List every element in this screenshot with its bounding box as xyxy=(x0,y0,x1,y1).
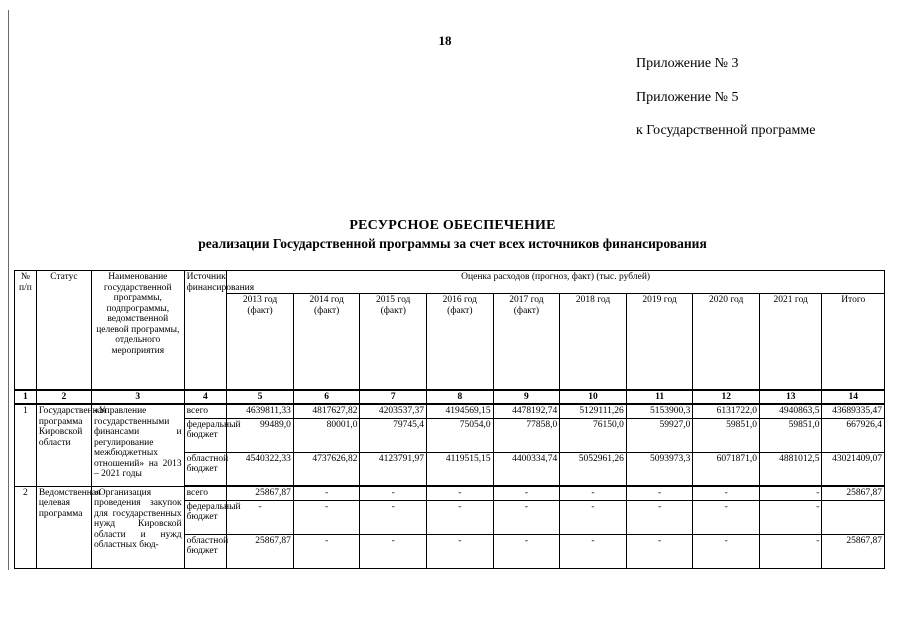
row-source: федеральный бюджет xyxy=(184,418,227,452)
table-cell: - xyxy=(360,534,427,568)
table-cell: 5153900,3 xyxy=(626,404,693,418)
row-status: Государственная программа Кировской области xyxy=(36,404,91,486)
page-number: 18 xyxy=(438,33,452,48)
table-cell: 25867,87 xyxy=(227,534,294,568)
table-cell: 59851,0 xyxy=(693,418,760,452)
row-name: «Управление государственными финансами и регулирование межбюджетных отношений» на 2013 – 2021 годы xyxy=(91,404,184,486)
column-number: 13 xyxy=(760,390,822,405)
table-cell: - xyxy=(360,486,427,500)
column-number: 1 xyxy=(15,390,37,405)
column-number: 5 xyxy=(227,390,294,405)
table-cell: - xyxy=(427,486,494,500)
row-status: Ведомственная целевая программа xyxy=(36,486,91,568)
header-year: 2016 год (факт) xyxy=(427,294,494,390)
table-cell: - xyxy=(293,534,360,568)
table-cell xyxy=(822,500,885,534)
table-cell: - xyxy=(760,534,822,568)
table-cell: 79745,4 xyxy=(360,418,427,452)
table-cell: - xyxy=(560,500,627,534)
table-cell: - xyxy=(360,500,427,534)
table-cell: 5052961,26 xyxy=(560,452,627,486)
table-cell: 6071871,0 xyxy=(693,452,760,486)
header-status: Статус xyxy=(36,271,91,390)
row-num: 2 xyxy=(15,486,37,568)
document-subtitle: реализации Государственной программы за счет всех источников финансирования xyxy=(198,236,707,251)
annex-line-2: Приложение № 5 xyxy=(636,90,739,105)
header-year: 2017 год (факт) xyxy=(493,294,560,390)
column-number: 8 xyxy=(427,390,494,405)
header-year: 2015 год (факт) xyxy=(360,294,427,390)
column-number: 3 xyxy=(91,390,184,405)
table-cell: 667926,4 xyxy=(822,418,885,452)
table-cell: 77858,0 xyxy=(493,418,560,452)
table-cell: 4119515,15 xyxy=(427,452,494,486)
table-cell: 4478192,74 xyxy=(493,404,560,418)
table-cell: 76150,0 xyxy=(560,418,627,452)
table-cell: 43689335,47 xyxy=(822,404,885,418)
column-number: 10 xyxy=(560,390,627,405)
table-cell: - xyxy=(626,486,693,500)
table-row xyxy=(15,486,885,500)
column-number: 2 xyxy=(36,390,91,405)
column-number: 6 xyxy=(293,390,360,405)
table-cell: 25867,87 xyxy=(227,486,294,500)
annex-line-1: Приложение № 3 xyxy=(636,56,739,71)
table-cell: 25867,87 xyxy=(822,534,885,568)
table-cell: - xyxy=(227,500,294,534)
table-cell: - xyxy=(760,486,822,500)
annex-line-3: к Государственной программе xyxy=(636,123,816,138)
document-title: РЕСУРСНОЕ ОБЕСПЕЧЕНИЕ xyxy=(349,218,556,233)
header-estimate: Оценка расходов (прогноз, факт) (тыс. рублей) xyxy=(227,271,885,294)
table-cell: - xyxy=(760,500,822,534)
table-cell: - xyxy=(293,486,360,500)
header-source: Источник финансирования xyxy=(184,271,227,390)
header-year: 2014 год (факт) xyxy=(293,294,360,390)
table-cell: 4194569,15 xyxy=(427,404,494,418)
table-row xyxy=(15,404,885,418)
table-cell: 4540322,33 xyxy=(227,452,294,486)
table-cell: - xyxy=(493,500,560,534)
header-year: 2013 год (факт) xyxy=(227,294,294,390)
table-cell: - xyxy=(693,534,760,568)
column-number: 9 xyxy=(493,390,560,405)
row-source: всего xyxy=(184,404,227,418)
column-number: 14 xyxy=(822,390,885,405)
table-cell: - xyxy=(293,500,360,534)
table-cell: 4737626,82 xyxy=(293,452,360,486)
table-cell: - xyxy=(493,534,560,568)
header-total: Итого xyxy=(822,294,885,390)
table-cell: 5129111,26 xyxy=(560,404,627,418)
table-cell: 4881012,5 xyxy=(760,452,822,486)
table-cell: 25867,87 xyxy=(822,486,885,500)
column-number: 7 xyxy=(360,390,427,405)
table-cell: 4400334,74 xyxy=(493,452,560,486)
table-cell: - xyxy=(427,500,494,534)
row-source: областной бюджет xyxy=(184,534,227,568)
table-cell: 59927,0 xyxy=(626,418,693,452)
column-number: 4 xyxy=(184,390,227,405)
table-cell: - xyxy=(626,534,693,568)
table-cell: 4123791,97 xyxy=(360,452,427,486)
column-number-row xyxy=(15,390,885,405)
table-cell: - xyxy=(693,486,760,500)
table-cell: 4940863,5 xyxy=(760,404,822,418)
table-cell: - xyxy=(493,486,560,500)
table-cell: 4203537,37 xyxy=(360,404,427,418)
header-year: 2018 год xyxy=(560,294,627,390)
header-year: 2021 год xyxy=(760,294,822,390)
header-year: 2020 год xyxy=(693,294,760,390)
table-cell: - xyxy=(560,534,627,568)
table-cell: 80001,0 xyxy=(293,418,360,452)
row-source: областной бюджет xyxy=(184,452,227,486)
row-source: всего xyxy=(184,486,227,500)
table-cell: 43021409,07 xyxy=(822,452,885,486)
table-cell: - xyxy=(626,500,693,534)
header-year: 2019 год xyxy=(626,294,693,390)
header-name: Наименование государственной программы, подпрограммы, ведомственной целевой программы, отдельного мероприятия xyxy=(91,271,184,390)
table-cell: 99489,0 xyxy=(227,418,294,452)
header-num: № п/п xyxy=(15,271,37,390)
column-number: 12 xyxy=(693,390,760,405)
table-cell: 6131722,0 xyxy=(693,404,760,418)
table-cell: - xyxy=(560,486,627,500)
table-cell: 4817627,82 xyxy=(293,404,360,418)
table-cell: 59851,0 xyxy=(760,418,822,452)
table-cell: 5093973,3 xyxy=(626,452,693,486)
table-cell: 4639811,33 xyxy=(227,404,294,418)
resource-table xyxy=(14,270,885,569)
table-cell: - xyxy=(427,534,494,568)
row-source: федеральный бюджет xyxy=(184,500,227,534)
scan-edge-line xyxy=(8,10,9,570)
table-cell: 75054,0 xyxy=(427,418,494,452)
table-cell: - xyxy=(693,500,760,534)
row-name: «Организация проведения закупок для государственных нужд Кировской области и нужд областных бюд- xyxy=(91,486,184,568)
row-num: 1 xyxy=(15,404,37,486)
column-number: 11 xyxy=(626,390,693,405)
